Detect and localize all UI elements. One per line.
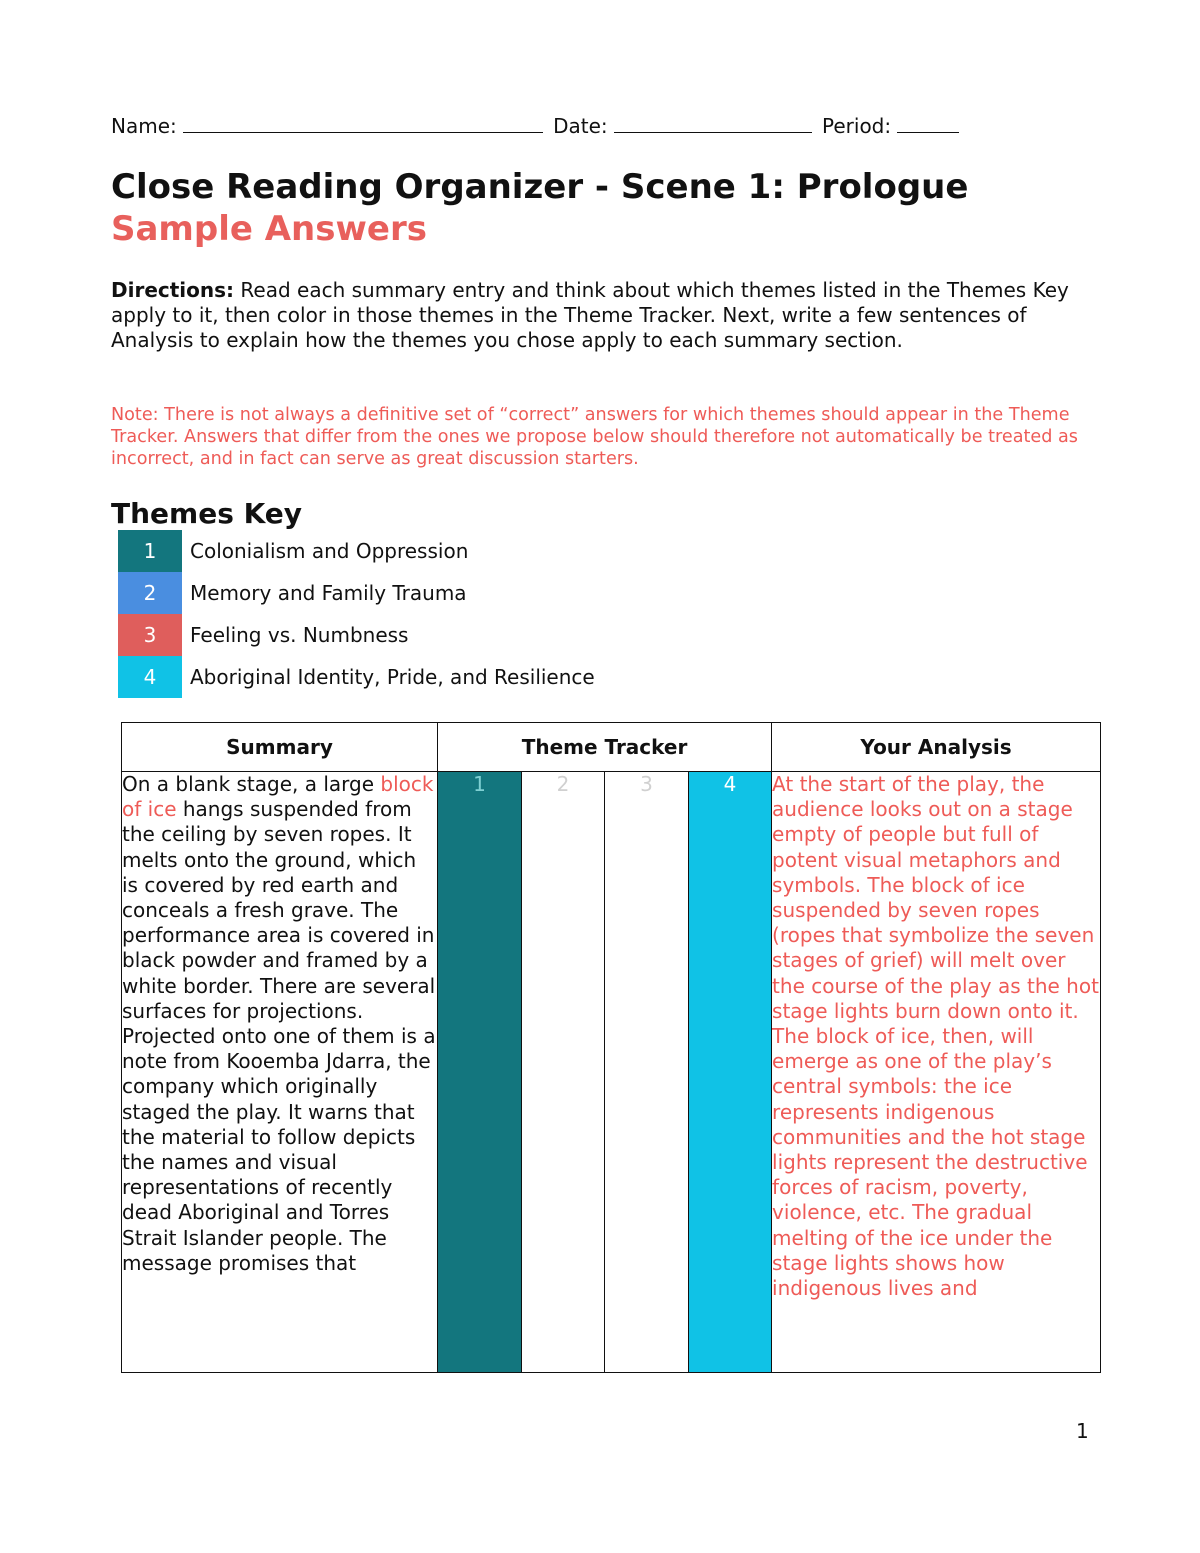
summary-cell [122,772,438,1373]
theme-label-1: Colonialism and Oppression [190,539,469,563]
date-label: Date: [553,114,608,138]
theme-label-2: Memory and Family Trauma [190,581,467,605]
theme-tracker-cell-2[interactable] [522,772,605,1373]
theme-tracker-column-header: Theme Tracker [438,723,772,772]
summary-text-end: hangs suspended from the ceiling by seven ropes. It melts onto the ground, which is covered by red earth and conceals a fresh grave. The performance area is covered in black powder and framed by a white border. There are several surfaces for projections. Projected onto one of them is a note from Kooemba Jdarra, the company which originally staged the play. It warns that the material to follow depicts the names and visual representations of recently dead Aboriginal and Torres Strait Islander people. The message promises that [122,797,436,1275]
theme-swatch-4: 4 [118,656,182,698]
directions-paragraph [111,278,1071,353]
theme-tracker-table [121,722,1101,1373]
theme-tracker-number: 4 [723,772,737,796]
theme-key-item [118,656,818,698]
teacher-note: Note: There is not always a definitive set of “correct” answers for which themes should appear in the Theme Tracker. Answers that differ from the ones we propose below should therefore not automatically be treated as incorrect, and in fact can serve as great discussion starters. [111,405,1078,469]
page-number: 1 [1076,1419,1089,1443]
name-blank[interactable] [183,112,543,133]
theme-tracker-cell-1[interactable] [438,772,522,1373]
theme-swatch-1: 1 [118,530,182,572]
theme-tracker-cell-3[interactable] [605,772,689,1373]
theme-label-3: Feeling vs. Numbness [190,623,409,647]
theme-label-4: Aboriginal Identity, Pride, and Resilience [190,665,595,689]
date-blank[interactable] [614,112,812,133]
themes-key-heading: Themes Key [111,497,303,530]
name-label: Name: [111,114,177,138]
page-subtitle: Sample Answers [111,209,427,249]
theme-key-item [118,530,818,572]
theme-tracker-cell-4[interactable] [689,772,772,1373]
summary-highlight: block of ice [122,772,434,822]
theme-tracker-number: 2 [556,772,570,796]
page-title: Close Reading Organizer - Scene 1: Prologue [111,167,969,207]
period-label: Period: [822,114,892,138]
summary-text-start: On a blank stage, a large [122,772,381,796]
theme-swatch-3: 3 [118,614,182,656]
theme-key-item [118,614,818,656]
student-info-line [111,112,963,139]
theme-tracker-number: 1 [473,772,486,796]
analysis-cell: At the start of the play, the audience looks out on a stage empty of people but full of potent visual metaphors and symbols. The block of ice suspended by seven ropes (ropes that symbolize the seven stages of grief) will melt over the course of the play as the hot stage lights burn down onto it. The block of ice, then, will emerge as one of the play’s central symbols: the ice represents indigenous communities and the hot stage lights represent the destructive forces of racism, poverty, violence, etc. The gradual melting of the ice under the stage lights shows how indigenous lives and [772,772,1101,1373]
directions-text: Read each summary entry and think about which themes listed in the Themes Key apply to it, then color in those themes in the Theme Tracker. Next, write a few sentences of Analysis to explain how the themes you chose apply to each summary section. [111,278,1069,352]
analysis-column-header: Your Analysis [772,723,1101,772]
table-row [122,772,1101,1373]
theme-key-item [118,572,818,614]
table-header-row [122,723,1101,772]
directions-label: Directions: [111,278,235,302]
themes-key-list [118,530,818,698]
theme-swatch-2: 2 [118,572,182,614]
period-blank[interactable] [897,112,959,133]
summary-column-header: Summary [122,723,438,772]
theme-tracker-number: 3 [640,772,653,796]
